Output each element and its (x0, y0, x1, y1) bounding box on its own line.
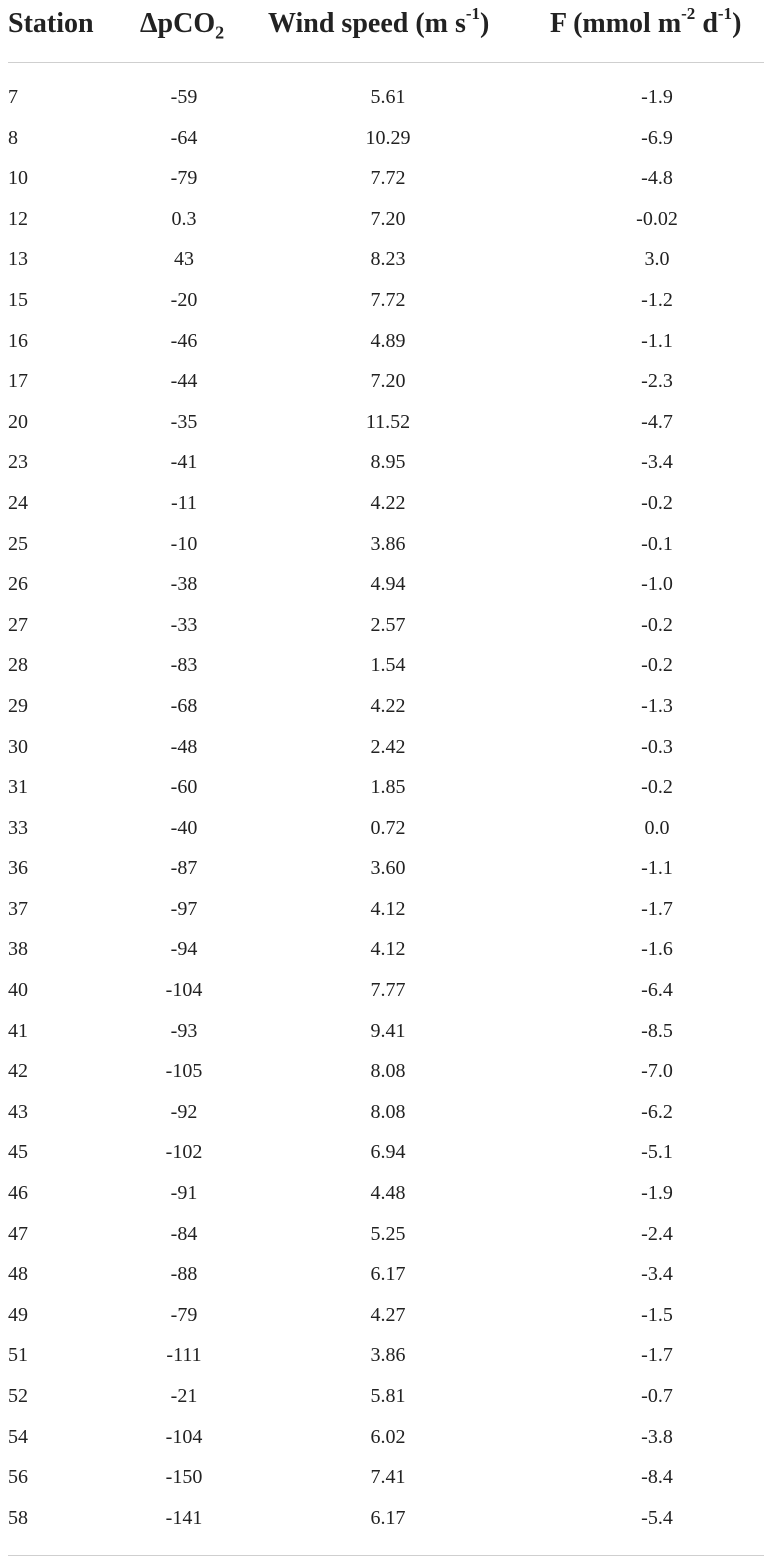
cell-delta-pco2-value: -91 (170, 1182, 198, 1205)
table-row (0, 889, 772, 930)
cell-flux-value: -4.8 (641, 167, 673, 190)
cell-delta-pco2-value: -41 (170, 451, 198, 474)
cell-delta-pco2-value: -33 (170, 613, 198, 636)
cell-flux-value: -4.7 (641, 410, 673, 433)
table-row (0, 118, 772, 159)
cell-delta-pco2-value: -104 (165, 1425, 203, 1448)
cell-delta-pco2-value: -48 (170, 735, 198, 758)
cell-station: 7 (8, 86, 18, 108)
table-row (0, 929, 772, 970)
cell-flux-value: -1.1 (641, 857, 673, 880)
table-row (0, 1092, 772, 1133)
cell-flux-value: -6.4 (641, 979, 673, 1002)
cell-wind-speed-value: 7.77 (370, 979, 406, 1002)
cell-delta-pco2-value: 43 (174, 248, 194, 271)
cell-station: 42 (8, 1060, 28, 1083)
cell-delta-pco2-value: -102 (165, 1141, 203, 1164)
table-row (0, 1376, 772, 1417)
cell-delta-pco2-value: -141 (165, 1506, 203, 1529)
header-delta-pco2-subscript: 2 (215, 22, 225, 43)
cell-station: 46 (8, 1182, 28, 1205)
cell-station: 10 (8, 167, 28, 190)
cell-station: 30 (8, 735, 28, 758)
cell-flux-value: -6.9 (641, 126, 673, 149)
cell-station: 45 (8, 1141, 28, 1164)
cell-station: 12 (8, 207, 28, 230)
table-row (0, 1132, 772, 1173)
table-body (0, 77, 772, 1538)
cell-flux-value: -3.4 (641, 451, 673, 474)
cell-delta-pco2-value: -93 (170, 1019, 198, 1042)
cell-delta-pco2-value: -97 (170, 897, 198, 920)
table-row (0, 686, 772, 727)
cell-station: 58 (8, 1506, 28, 1529)
cell-wind-speed-value: 3.86 (370, 1344, 406, 1367)
table-row (0, 402, 772, 443)
header-station (8, 6, 94, 42)
cell-wind-speed-value: 3.60 (370, 857, 406, 880)
header-divider (8, 62, 764, 63)
table-row (0, 483, 772, 524)
table-row (0, 524, 772, 565)
header-flux-superscript-1: -2 (681, 3, 696, 23)
cell-delta-pco2-value: -79 (170, 1303, 198, 1326)
cell-wind-speed-value: 4.12 (370, 897, 406, 920)
cell-delta-pco2-value: -87 (170, 857, 198, 880)
cell-delta-pco2-value: -10 (170, 532, 198, 555)
cell-station: 51 (8, 1344, 28, 1367)
cell-wind-speed-value: 6.02 (370, 1425, 406, 1448)
header-flux-close: ) (732, 8, 742, 39)
table-row (0, 1051, 772, 1092)
cell-delta-pco2-value: -92 (170, 1100, 198, 1123)
cell-flux-value: -2.4 (641, 1222, 673, 1245)
cell-flux-value: -0.7 (641, 1385, 673, 1407)
cell-flux-value: -8.4 (641, 1466, 673, 1489)
cell-flux-value: -1.2 (641, 288, 673, 311)
cell-delta-pco2-value: -11 (171, 491, 197, 514)
cell-flux-value: -1.7 (641, 1344, 673, 1367)
cell-flux-value: -1.7 (641, 897, 673, 920)
cell-delta-pco2-value: -64 (170, 126, 198, 149)
cell-flux-value: -2.3 (641, 370, 673, 393)
cell-delta-pco2-value: -111 (166, 1344, 202, 1367)
cell-flux-value: -0.2 (641, 491, 673, 514)
cell-delta-pco2-value: -68 (170, 694, 198, 717)
cell-flux-value: -6.2 (641, 1100, 673, 1123)
cell-station: 27 (8, 613, 28, 636)
table-row (0, 442, 772, 483)
cell-delta-pco2-value: -38 (170, 573, 198, 596)
table-row (0, 564, 772, 605)
table-row (0, 727, 772, 768)
cell-station: 54 (8, 1425, 28, 1448)
cell-wind-speed-value: 7.41 (370, 1466, 406, 1489)
cell-wind-speed-value: 2.42 (370, 735, 406, 758)
table-row (0, 1011, 772, 1052)
cell-delta-pco2-value: -83 (170, 654, 198, 677)
cell-wind-speed-value: 7.20 (370, 370, 406, 393)
header-wind-speed (268, 3, 490, 42)
cell-wind-speed-value: 11.52 (365, 410, 411, 433)
cell-station: 48 (8, 1263, 28, 1286)
cell-delta-pco2-value: -150 (165, 1466, 203, 1489)
cell-flux-value: -8.5 (641, 1019, 673, 1042)
cell-flux-value: -5.4 (641, 1506, 673, 1529)
header-flux-label-mid: d (695, 8, 718, 39)
cell-delta-pco2-value: -40 (170, 816, 198, 839)
table-row (0, 1173, 772, 1214)
cell-flux-value: -1.6 (641, 938, 673, 961)
cell-delta-pco2-value: -44 (170, 370, 198, 393)
table-row (0, 767, 772, 808)
cell-station: 36 (8, 857, 28, 880)
cell-station: 24 (8, 491, 28, 514)
cell-station: 20 (8, 410, 28, 433)
cell-station: 28 (8, 654, 28, 677)
cell-station: 47 (8, 1222, 28, 1245)
cell-wind-speed-value: 5.61 (370, 86, 406, 108)
cell-wind-speed-value: 7.20 (370, 207, 406, 230)
cell-delta-pco2-value: -94 (170, 938, 198, 961)
cell-station: 43 (8, 1100, 28, 1123)
cell-flux-value: -1.9 (641, 1182, 673, 1205)
cell-wind-speed-value: 8.95 (370, 451, 406, 474)
header-station-label: Station (8, 8, 94, 39)
header-delta-pco2-label: ΔpCO (140, 8, 216, 39)
table-row (0, 1254, 772, 1295)
cell-wind-speed-value: 10.29 (365, 126, 411, 149)
cell-station: 29 (8, 694, 28, 717)
cell-flux-value: -1.1 (641, 329, 673, 352)
cell-station: 56 (8, 1466, 28, 1489)
header-delta-pco2 (140, 6, 224, 42)
cell-delta-pco2-value: -35 (170, 410, 198, 433)
cell-wind-speed-value: 4.22 (370, 694, 406, 717)
cell-station: 52 (8, 1385, 28, 1407)
cell-delta-pco2-value: -105 (165, 1060, 203, 1083)
cell-wind-speed-value: 2.57 (370, 613, 406, 636)
cell-flux-value: -1.5 (641, 1303, 673, 1326)
cell-delta-pco2-value: -20 (170, 288, 198, 311)
cell-station: 31 (8, 776, 28, 799)
cell-station: 16 (8, 329, 28, 352)
cell-wind-speed-value: 6.94 (370, 1141, 406, 1164)
table-row (0, 848, 772, 889)
cell-flux-value: 3.0 (644, 248, 670, 271)
cell-station: 33 (8, 816, 28, 839)
cell-wind-speed-value: 6.17 (370, 1506, 406, 1529)
table-row (0, 1214, 772, 1255)
cell-flux-value: -0.2 (641, 613, 673, 636)
table-row (0, 1295, 772, 1336)
table-row (0, 361, 772, 402)
cell-wind-speed-value: 0.72 (370, 816, 406, 839)
cell-station: 13 (8, 248, 28, 271)
cell-station: 23 (8, 451, 28, 474)
cell-station: 37 (8, 897, 28, 920)
header-wind-speed-close: ) (480, 8, 490, 39)
cell-station: 8 (8, 126, 18, 149)
table-row (0, 605, 772, 646)
table-row (0, 199, 772, 240)
cell-flux-value: -0.2 (641, 654, 673, 677)
cell-flux-value: -3.4 (641, 1263, 673, 1286)
cell-station: 41 (8, 1019, 28, 1042)
table-row (0, 158, 772, 199)
cell-station: 40 (8, 979, 28, 1002)
cell-station: 17 (8, 370, 28, 393)
cell-wind-speed-value: 4.27 (370, 1303, 406, 1326)
cell-wind-speed-value: 4.94 (370, 573, 406, 596)
cell-station: 38 (8, 938, 28, 961)
cell-wind-speed-value: 4.22 (370, 491, 406, 514)
cell-wind-speed-value: 8.08 (370, 1100, 406, 1123)
cell-wind-speed-value: 4.48 (370, 1182, 406, 1205)
table-row (0, 280, 772, 321)
cell-delta-pco2-value: -60 (170, 776, 198, 799)
cell-flux-value: -0.02 (636, 207, 678, 230)
table-row (0, 1335, 772, 1376)
cell-flux-value: -7.0 (641, 1060, 673, 1083)
cell-wind-speed-value: 5.81 (370, 1385, 406, 1407)
cell-station: 25 (8, 532, 28, 555)
cell-wind-speed-value: 9.41 (370, 1019, 406, 1042)
cell-flux-value: -0.3 (641, 735, 673, 758)
table-row (0, 321, 772, 362)
cell-wind-speed-value: 1.54 (370, 654, 406, 677)
cell-delta-pco2-value: -104 (165, 979, 203, 1002)
header-flux-label: F (mmol m (550, 8, 682, 39)
cell-flux-value: -1.3 (641, 694, 673, 717)
header-wind-speed-label: Wind speed (m s (268, 8, 466, 39)
table-row (0, 1417, 772, 1458)
cell-delta-pco2-value: -84 (170, 1222, 198, 1245)
cell-wind-speed-value: 4.89 (370, 329, 406, 352)
cell-flux-value: -1.0 (641, 573, 673, 596)
table-row (0, 970, 772, 1011)
table-row (0, 239, 772, 280)
cell-flux-value: -1.9 (641, 86, 673, 108)
cell-flux-value: -0.1 (641, 532, 673, 555)
cell-wind-speed-value: 8.23 (370, 248, 406, 271)
cell-wind-speed-value: 4.12 (370, 938, 406, 961)
table-row (0, 1498, 772, 1539)
cell-station: 49 (8, 1303, 28, 1326)
table-row (0, 808, 772, 849)
cell-wind-speed-value: 5.25 (370, 1222, 406, 1245)
table-header-row (0, 0, 772, 52)
header-flux-superscript-2: -1 (717, 3, 733, 23)
table-bottom-divider (8, 1555, 764, 1556)
cell-flux-value: -5.1 (641, 1141, 673, 1164)
cell-delta-pco2-value: -79 (170, 167, 198, 190)
cell-delta-pco2-value: 0.3 (171, 207, 197, 230)
cell-delta-pco2-value: -59 (170, 86, 198, 108)
cell-station: 26 (8, 573, 28, 596)
header-wind-speed-superscript: -1 (465, 3, 481, 23)
cell-delta-pco2-value: -88 (170, 1263, 198, 1286)
cell-station: 15 (8, 288, 28, 311)
cell-wind-speed-value: 8.08 (370, 1060, 406, 1083)
cell-delta-pco2-value: -21 (170, 1385, 198, 1407)
cell-flux-value: 0.0 (644, 816, 670, 839)
table-row (0, 1457, 772, 1498)
cell-flux-value: -3.8 (641, 1425, 673, 1448)
table-row (0, 645, 772, 686)
table-row (0, 77, 772, 118)
cell-wind-speed-value: 1.85 (370, 776, 406, 799)
cell-wind-speed-value: 7.72 (370, 288, 406, 311)
cell-wind-speed-value: 7.72 (370, 167, 406, 190)
cell-flux-value: -0.2 (641, 776, 673, 799)
cell-wind-speed-value: 3.86 (370, 532, 406, 555)
cell-wind-speed-value: 6.17 (370, 1263, 406, 1286)
cell-delta-pco2-value: -46 (170, 329, 198, 352)
header-flux (550, 3, 742, 42)
